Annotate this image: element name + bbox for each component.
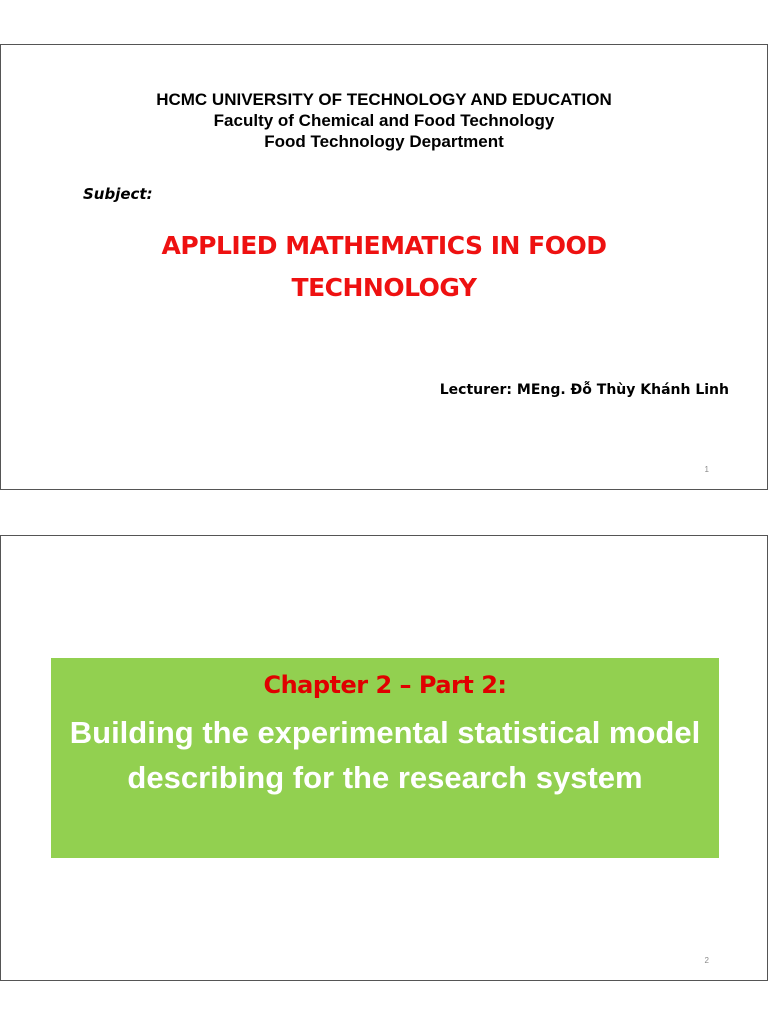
chapter-title-box — [51, 658, 719, 858]
slide-1 — [0, 44, 768, 490]
university-name: HCMC UNIVERSITY OF TECHNOLOGY AND EDUCATION — [156, 90, 612, 109]
course-title-line-2: TECHNOLOGY — [291, 273, 477, 302]
slide-1-page-number: 1 — [704, 465, 709, 474]
chapter-title: Chapter 2 – Part 2: — [263, 671, 507, 699]
lecturer-name: Lecturer: MEng. Đỗ Thùy Khánh Linh — [439, 382, 729, 398]
slide-2 — [0, 535, 768, 981]
course-title — [1, 225, 767, 309]
department-name: Food Technology Department — [264, 132, 504, 151]
institution-header — [1, 89, 767, 152]
course-title-line-1: APPLIED MATHEMATICS IN FOOD — [161, 231, 607, 260]
subject-label: Subject: — [83, 185, 153, 203]
chapter-subtitle: Building the experimental statistical model describing for the research system — [69, 715, 701, 795]
slide-2-page-number: 2 — [704, 956, 709, 965]
faculty-name: Faculty of Chemical and Food Technology — [213, 111, 555, 130]
